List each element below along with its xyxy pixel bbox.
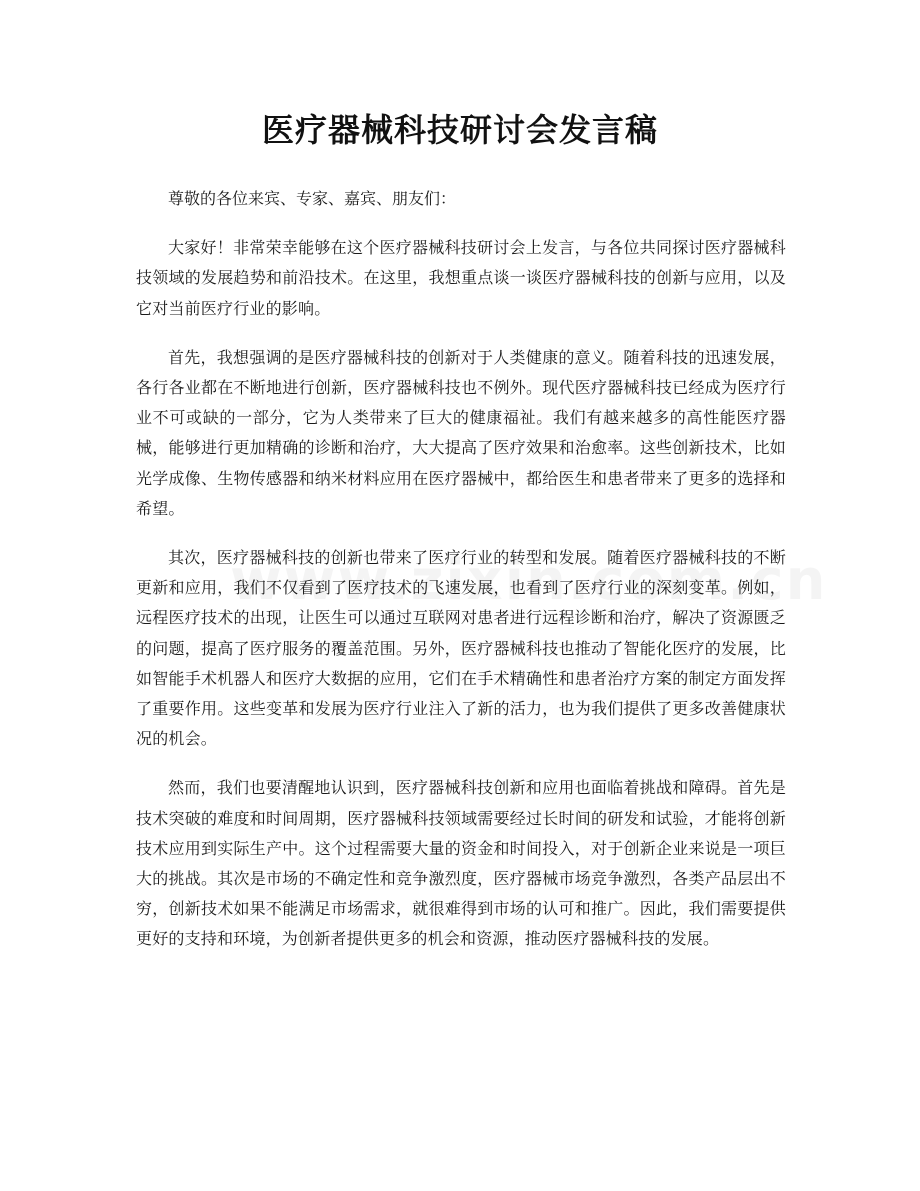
document-body <box>136 184 786 974</box>
paragraph: 其次，医疗器械科技的创新也带来了医疗行业的转型和发展。随着医疗器械科技的不断更新和应用，我们不仅看到了医疗技术的飞速发展，也看到了医疗行业的深刻变革。例如，远程医疗技术的出现，让医生可以通过互联网对患者进行远程诊断和治疗，解决了资源匮乏的问题，提高了医疗服务的覆盖范围。另外，医疗器械科技也推动了智能化医疗的发展，比如智能手术机器人和医疗大数据的应用，它们在手术精确性和患者治疗方案的制定方面发挥了重要作用。这些变革和发展为医疗行业注入了新的活力，也为我们提供了更多改善健康状况的机会。 <box>136 548 786 749</box>
paragraph: 大家好！非常荣幸能够在这个医疗器械科技研讨会上发言，与各位共同探讨医疗器械科技领域的发展趋势和前沿技术。在这里，我想重点谈一谈医疗器械科技的创新与应用，以及它对当前医疗行业的影响。 <box>136 238 786 318</box>
salutation: 尊敬的各位来宾、专家、嘉宾、朋友们： <box>168 189 457 208</box>
document-title: 医疗器械科技研讨会发言稿 <box>261 111 658 149</box>
paragraph: 首先，我想强调的是医疗器械科技的创新对于人类健康的意义。随着科技的迅速发展，各行各业都在不断地进行创新，医疗器械科技也不例外。现代医疗器械科技已经成为医疗行业不可或缺的一部分，它为人类带来了巨大的健康福祉。我们有越来越多的高性能医疗器械，能够进行更加精确的诊断和治疗，大大提高了医疗效果和治愈率。这些创新技术，比如光学成像、生物传感器和纳米材料应用在医疗器械中，都给医生和患者带来了更多的选择和希望。 <box>136 347 786 518</box>
paragraph: 然而，我们也要清醒地认识到，医疗器械科技创新和应用也面临着挑战和障碍。首先是技术突破的难度和时间周期，医疗器械科技领域需要经过长时间的研发和试验，才能将创新技术应用到实际生产中。这个过程需要大量的资金和时间投入，对于创新企业来说是一项巨大的挑战。其次是市场的不确定性和竞争激烈度，医疗器械市场竞争激烈，各类产品层出不穷，创新技术如果不能满足市场需求，就很难得到市场的认可和推广。因此，我们需要提供更好的支持和环境，为创新者提供更多的机会和资源，推动医疗器械科技的发展。 <box>136 778 786 949</box>
